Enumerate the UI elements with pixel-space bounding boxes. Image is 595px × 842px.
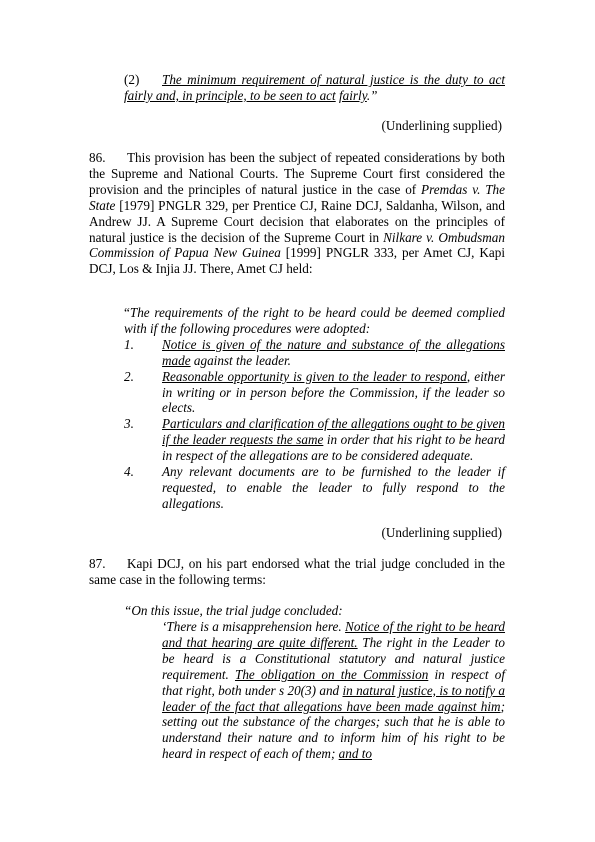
paragraph-87: 87. Kapi DCJ, on his part endorsed what the trial judge concluded in the same case in the following terms: xyxy=(89,556,505,587)
case-citation: Nilkare v. Ombudsman Commission of Papua New Guinea xyxy=(89,229,505,261)
paragraph-number: 87. xyxy=(89,556,106,571)
quoted-provision-item-2: (2) The minimum requirement of natural justice is the duty to act fairly and, in principle, to be seen to act fairly.” xyxy=(124,72,505,103)
paragraph-number: 86. xyxy=(89,150,106,165)
nested-quote-trial-judge: ‘There is a misapprehension here. Notice of the right to be heard and that hearing are quite different. The right in the Leader to be heard is a Constitutional statutory and natural justice requirement. The obligation on the Commission in respect of that right, both under s 20(3) and in natural justice, is to notify a leader of the fact that allegations have been made against him; setting out the substance of the charges; such that he is able to understand their nature and to inform him of his right to be heard in respect of each of them; and to xyxy=(162,619,506,762)
block-quote-lead: “On this issue, the trial judge concluded: xyxy=(124,603,343,618)
underlined-text: The minimum requirement of natural justice is the duty to act fairly and, in principle, to be seen to act xyxy=(124,72,505,103)
block-quote-amet-cj xyxy=(124,305,505,512)
list-item: 2. Reasonable opportunity is given to the leader to respond, either in writing or in person before the Commission, if the leader so elects. xyxy=(124,368,505,416)
procedure-list xyxy=(124,337,505,512)
paragraph-86: 86. This provision has been the subject of repeated considerations by both the Supreme and National Courts. The Supreme Court first considered the provision and the principles of natural justice in the case of Premdas v. The State [1979] PNGLR 329, per Prentice CJ, Raine DCJ, Saldanha, Wilson, and Andrew JJ. A Supreme Court decision that elaborates on the principles of natural justice is the decision of the Supreme Court in Nilkare v. Ombudsman Commission of Papua New Guinea [1999] PNGLR 333, per Amet CJ, Kapi DCJ, Los & Injia JJ. There, Amet CJ held: xyxy=(89,150,505,277)
case-citation: Premdas v. The State xyxy=(89,181,505,213)
list-item: 1. Notice is given of the nature and substance of the allegations made against the leader. xyxy=(124,336,505,368)
underlining-supplied-note: (Underlining supplied) xyxy=(381,525,502,540)
underlining-supplied-note: (Underlining supplied) xyxy=(381,118,502,133)
list-item: 4. Any relevant documents are to be furnished to the leader if requested, to enable the leader to fully respond to the allegations. xyxy=(124,464,505,511)
list-item: 3. Particulars and clarification of the allegations ought to be given if the leader requests the same in order that his right to be heard in respect of the allegations are to be considered adequate. xyxy=(124,416,505,464)
quote-intro: “The requirements of the right to be heard could be deemed complied with if the following procedures were adopted: xyxy=(124,305,505,336)
item-number: (2) xyxy=(124,72,140,87)
underlined-text: fairly xyxy=(339,87,367,103)
